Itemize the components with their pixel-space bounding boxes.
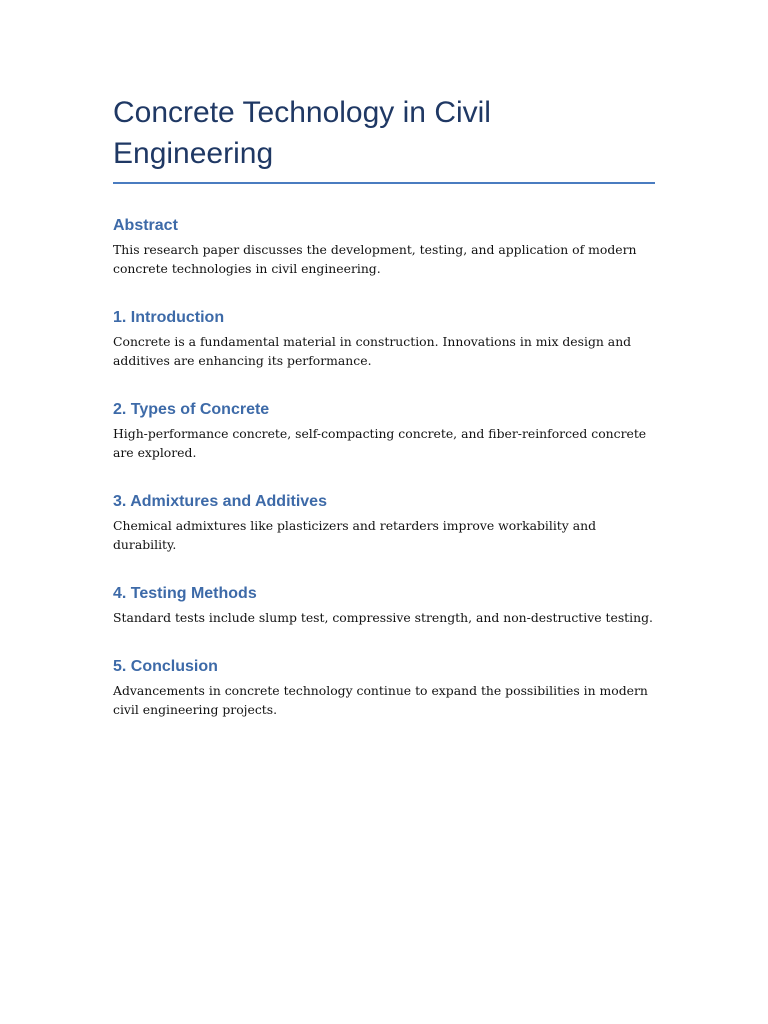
section-admixtures bbox=[113, 492, 655, 554]
section-body-conclusion: Advancements in concrete technology continue to expand the possibilities in modern civil engineering projects. bbox=[113, 683, 648, 717]
section-testing-methods bbox=[113, 584, 655, 627]
section-body-admixtures: Chemical admixtures like plasticizers and retarders improve workability and durability. bbox=[113, 518, 597, 552]
document-title: Concrete Technology in Civil Engineering bbox=[113, 92, 655, 184]
section-introduction bbox=[113, 308, 655, 370]
section-heading-abstract: Abstract bbox=[113, 217, 178, 234]
section-heading-admixtures: 3. Admixtures and Additives bbox=[113, 493, 327, 510]
section-heading-conclusion: 5. Conclusion bbox=[113, 658, 218, 675]
section-heading-types-of-concrete: 2. Types of Concrete bbox=[113, 401, 270, 418]
section-body-introduction: Concrete is a fundamental material in construction. Innovations in mix design and additives are enhancing its performance. bbox=[113, 334, 632, 368]
section-body-types-of-concrete: High-performance concrete, self-compacting concrete, and fiber-reinforced concrete are explored. bbox=[113, 426, 647, 460]
section-body-testing-methods: Standard tests include slump test, compressive strength, and non-destructive testing. bbox=[113, 610, 653, 625]
section-heading-introduction: 1. Introduction bbox=[113, 309, 225, 326]
section-conclusion bbox=[113, 657, 655, 719]
section-heading-testing-methods: 4. Testing Methods bbox=[113, 585, 257, 602]
section-types-of-concrete bbox=[113, 400, 655, 462]
section-abstract bbox=[113, 216, 655, 278]
section-body-abstract: This research paper discusses the development, testing, and application of modern concrete technologies in civil engineering. bbox=[113, 242, 637, 276]
